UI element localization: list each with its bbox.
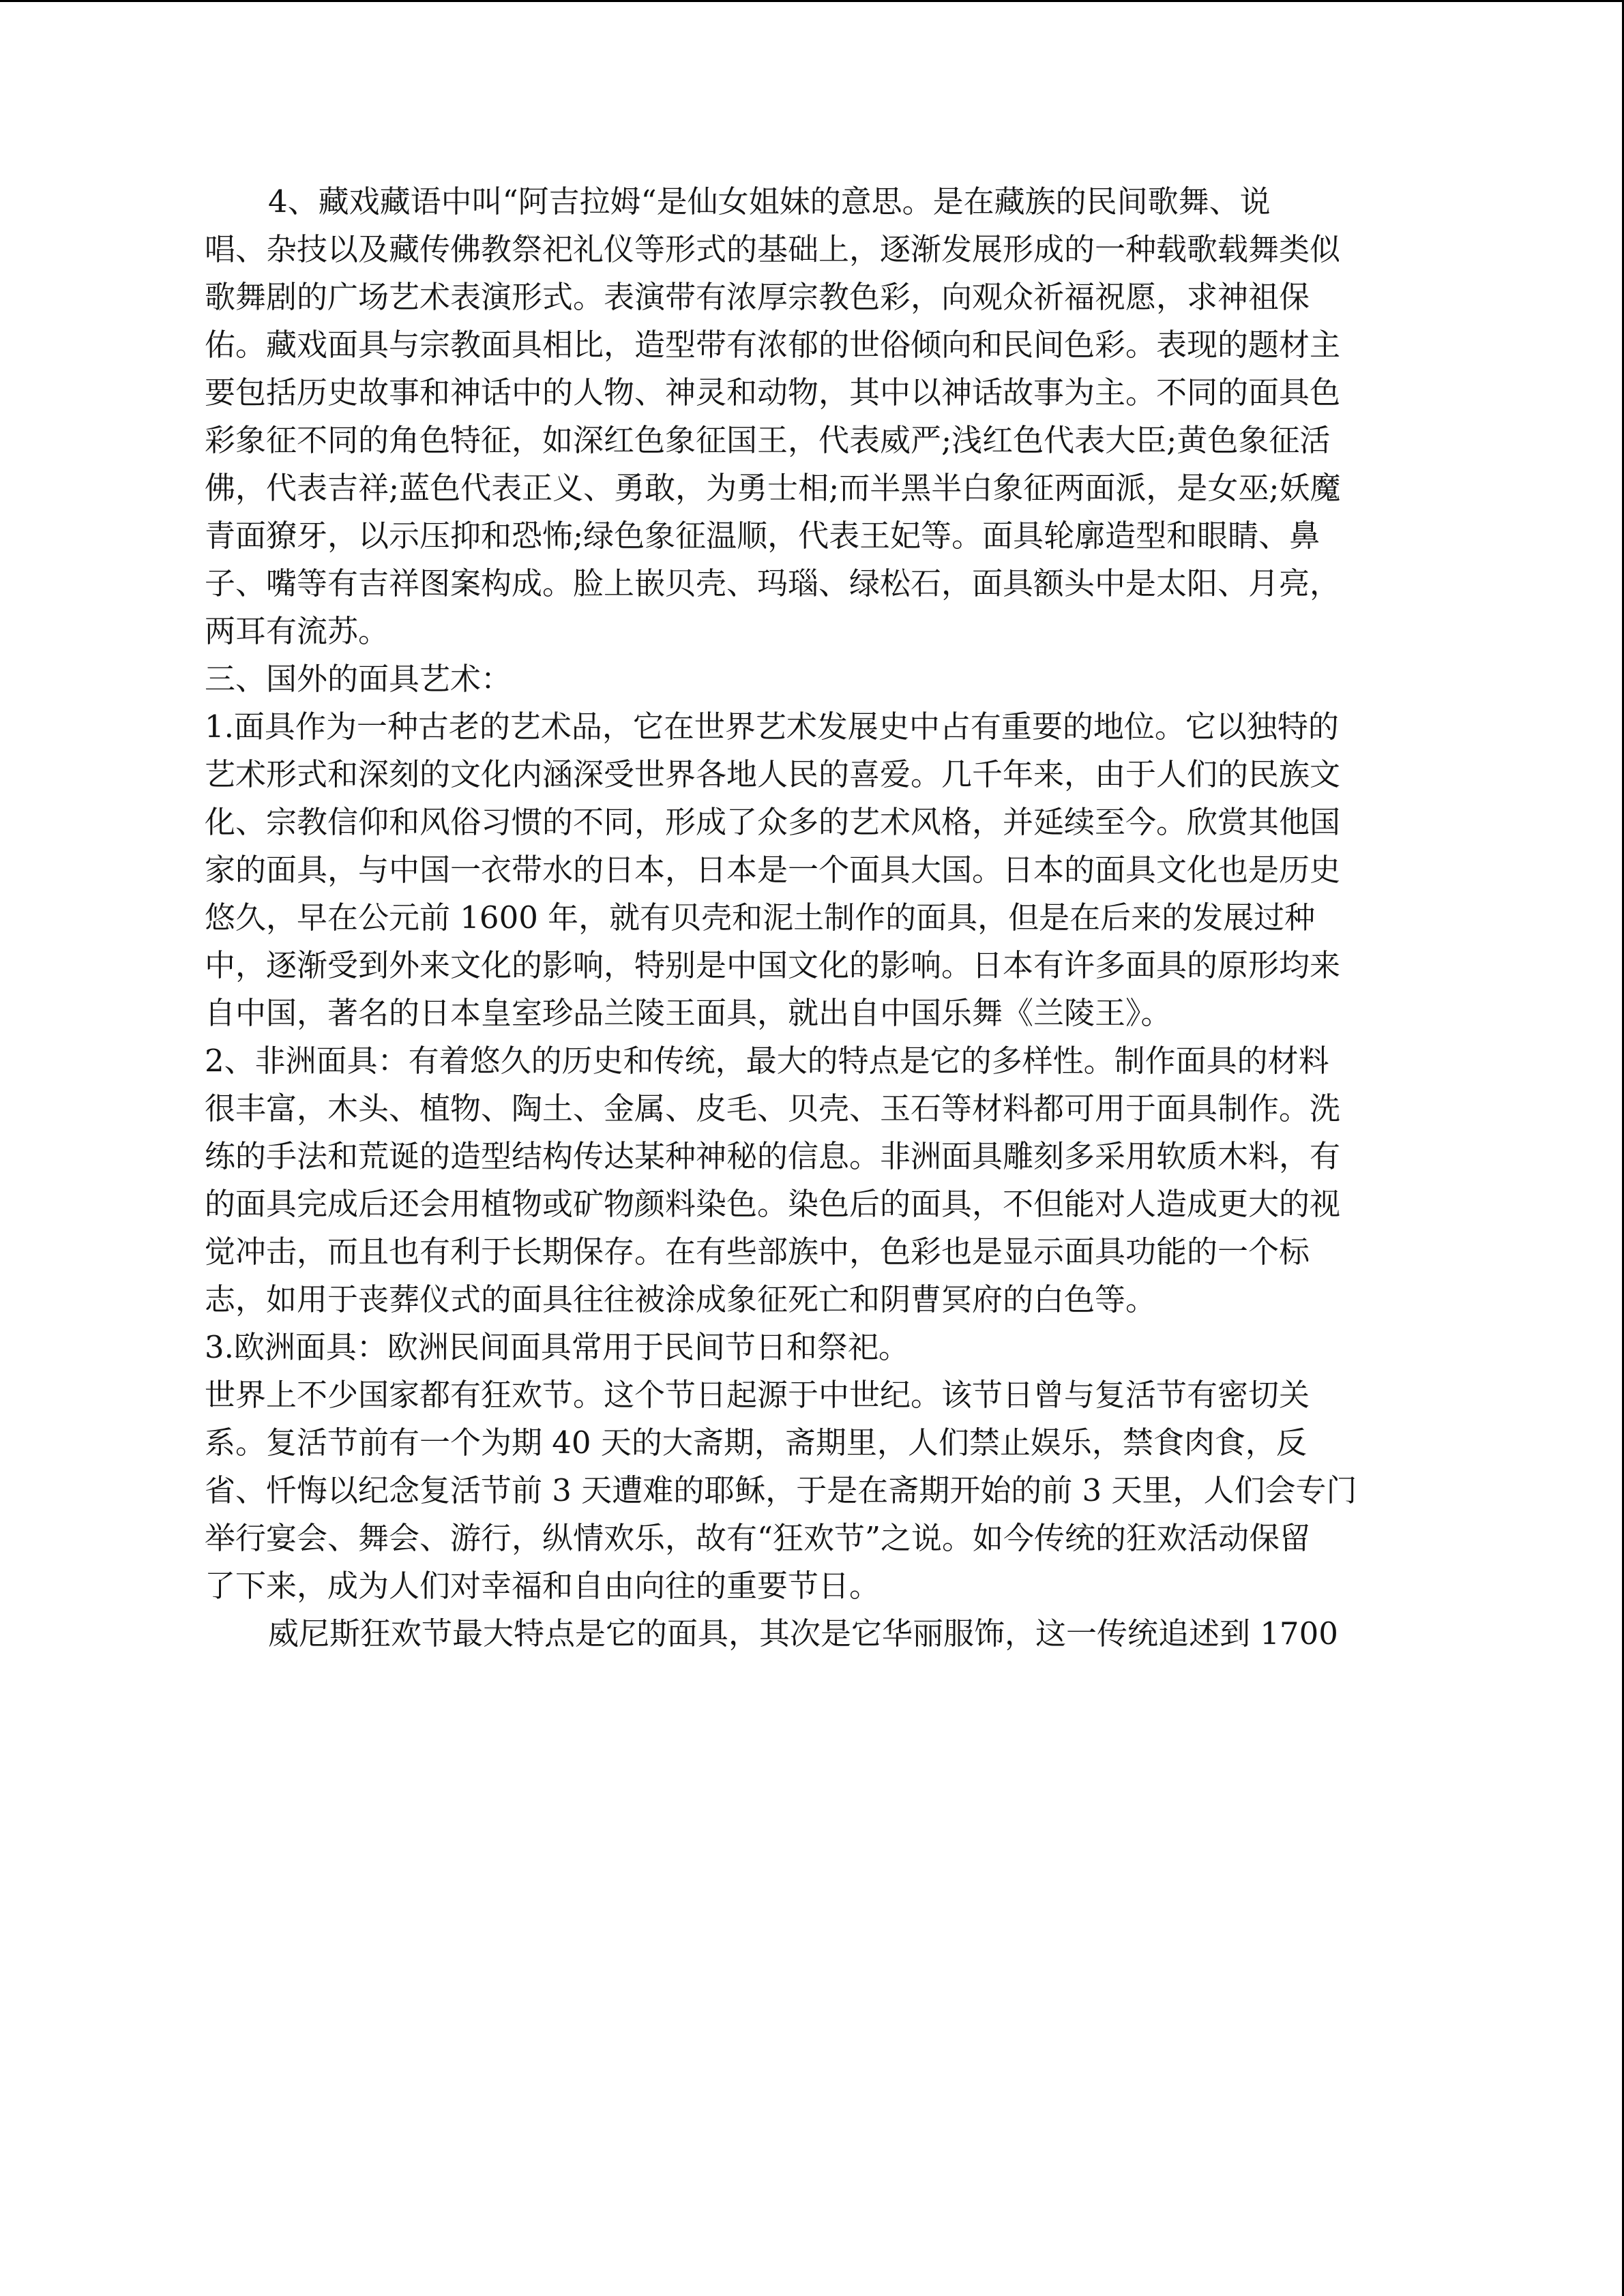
paragraph-carnival xyxy=(205,1371,1426,1610)
text-line: 省、忏悔以纪念复活节前 3 天遭难的耶稣，于是在斋期开始的前 3 天里，人们会专门 xyxy=(205,1472,1357,1508)
text-line: 的面具完成后还会用植物或矿物颜料染色。染色后的面具，不但能对人造成更大的视 xyxy=(205,1186,1341,1222)
text-line: 很丰富，木头、植物、陶土、金属、皮毛、贝壳、玉石等材料都可用于面具制作。洗 xyxy=(205,1090,1341,1127)
text-line: 2、非洲面具：有着悠久的历史和传统，最大的特点是它的多样性。制作面具的材料 xyxy=(205,1043,1329,1079)
text-line: 中，逐渐受到外来文化的影响，特别是中国文化的影响。日本有许多面具的原形均来 xyxy=(205,947,1341,983)
text-line: 练的手法和荒诞的造型结构传达某种神秘的信息。非洲面具雕刻多采用软质木料，有 xyxy=(205,1138,1341,1174)
paragraph-african-masks xyxy=(205,1037,1426,1324)
paragraph-tibetan-opera xyxy=(205,178,1426,655)
text-line: 悠久，早在公元前 1600 年，就有贝壳和泥土制作的面具，但是在后来的发展过种 xyxy=(205,899,1316,936)
paragraph-european-masks-heading xyxy=(205,1324,1426,1371)
text-line: 艺术形式和深刻的文化内涵深受世界各地人民的喜爱。几千年来，由于人们的民族文 xyxy=(205,756,1341,792)
text-line: 自中国，著名的日本皇室珍品兰陵王面具，就出自中国乐舞《兰陵王》。 xyxy=(205,995,1172,1031)
text-line: 佑。藏戏面具与宗教面具相比，造型带有浓郁的世俗倾向和民间色彩。表现的题材主 xyxy=(205,327,1341,363)
text-line: 觉冲击，而且也有利于长期保存。在有些部族中，色彩也是显示面具功能的一个标 xyxy=(205,1234,1310,1270)
text-line: 4、藏戏藏语中叫“阿吉拉姆“是仙女姐妹的意思。是在藏族的民间歌舞、说 xyxy=(268,183,1271,220)
document-body xyxy=(205,178,1426,1658)
text-line: 唱、杂技以及藏传佛教祭祀礼仪等形式的基础上，逐渐发展形成的一种载歌载舞类似 xyxy=(205,231,1341,267)
text-line: 系。复活节前有一个为期 40 天的大斋期，斋期里，人们禁止娱乐，禁食肉食，反 xyxy=(205,1425,1307,1461)
text-line: 佛，代表吉祥;蓝色代表正义、勇敢，为勇士相;而半黑半白象征两面派，是女巫;妖魔 xyxy=(205,470,1341,506)
paragraph-japan-masks xyxy=(205,703,1426,1037)
text-line: 歌舞剧的广场艺术表演形式。表演带有浓厚宗教色彩，向观众祈福祝愿，求神祖保 xyxy=(205,279,1310,315)
text-line: 志，如用于丧葬仪式的面具往往被涂成象征死亡和阴曹冥府的白色等。 xyxy=(205,1281,1157,1317)
text-line: 了下来，成为人们对幸福和自由向往的重要节日。 xyxy=(205,1568,881,1604)
text-line: 化、宗教信仰和风俗习惯的不同，形成了众多的艺术风格，并延续至今。欣赏其他国 xyxy=(205,804,1341,840)
text-line: 青面獠牙，以示压抑和恐怖;绿色象征温顺，代表王妃等。面具轮廓造型和眼睛、鼻 xyxy=(205,518,1320,554)
text-line: 三、国外的面具艺术： xyxy=(205,661,512,697)
text-line: 举行宴会、舞会、游行，纵情欢乐，故有“狂欢节”之说。如今传统的狂欢活动保留 xyxy=(205,1520,1311,1556)
text-line: 两耳有流苏。 xyxy=(205,613,389,649)
text-line: 1.面具作为一种古老的艺术品，它在世界艺术发展史中占有重要的地位。它以独特的 xyxy=(205,709,1339,745)
text-line: 世界上不少国家都有狂欢节。这个节日起源于中世纪。该节日曾与复活节有密切关 xyxy=(205,1377,1310,1413)
text-line: 子、嘴等有吉祥图案构成。脸上嵌贝壳、玛瑙、绿松石，面具额头中是太阳、月亮， xyxy=(205,565,1341,601)
text-line: 家的面具，与中国一衣带水的日本，日本是一个面具大国。日本的面具文化也是历史 xyxy=(205,852,1341,888)
text-line: 威尼斯狂欢节最大特点是它的面具，其次是它华丽服饰，这一传统追述到 1700 xyxy=(268,1615,1338,1652)
text-line: 要包括历史故事和神话中的人物、神灵和动物，其中以神话故事为主。不同的面具色 xyxy=(205,374,1341,411)
paragraph-venice-carnival xyxy=(205,1610,1426,1658)
text-line: 3.欧洲面具：欧洲民间面具常用于民间节日和祭祀。 xyxy=(205,1329,909,1365)
section-heading-foreign-masks xyxy=(205,655,1426,703)
text-line: 彩象征不同的角色特征，如深红色象征国王，代表威严;浅红色代表大臣;黄色象征活 xyxy=(205,422,1331,458)
